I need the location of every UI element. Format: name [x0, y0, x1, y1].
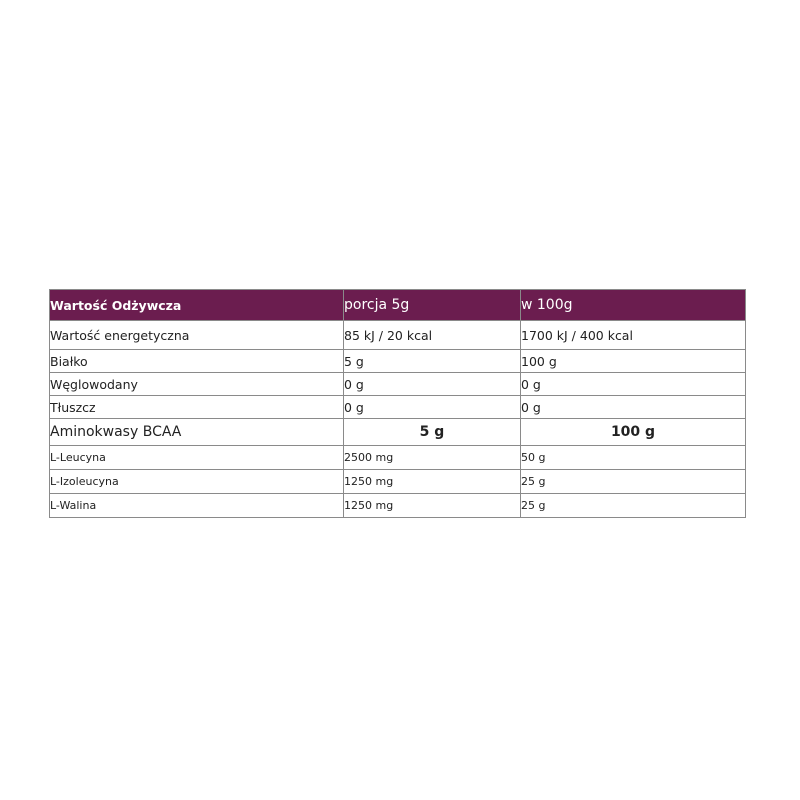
row-portion-value: 5 g — [344, 419, 521, 446]
table-row-isoleucine — [50, 470, 746, 494]
row-portion-value: 85 kJ / 20 kcal — [344, 321, 521, 350]
header-per-100g: w 100g — [521, 290, 746, 321]
row-label: L-Walina — [50, 494, 344, 518]
row-portion-value: 0 g — [344, 373, 521, 396]
row-portion-value: 1250 mg — [344, 494, 521, 518]
row-per100-value: 0 g — [521, 373, 746, 396]
header-portion: porcja 5g — [344, 290, 521, 321]
table-row-bcaa — [50, 419, 746, 446]
nutrition-table — [49, 289, 746, 518]
row-per100-value: 0 g — [521, 396, 746, 419]
row-portion-value: 1250 mg — [344, 470, 521, 494]
row-per100-value: 25 g — [521, 494, 746, 518]
row-label: Aminokwasy BCAA — [50, 419, 344, 446]
table-row-energy — [50, 321, 746, 350]
table-header-row — [50, 290, 746, 321]
row-per100-value: 25 g — [521, 470, 746, 494]
table-row-protein — [50, 350, 746, 373]
row-label: Węglowodany — [50, 373, 344, 396]
row-label: Białko — [50, 350, 344, 373]
row-portion-value: 2500 mg — [344, 446, 521, 470]
row-portion-value: 0 g — [344, 396, 521, 419]
row-per100-value: 100 g — [521, 350, 746, 373]
row-per100-value: 1700 kJ / 400 kcal — [521, 321, 746, 350]
row-per100-value: 100 g — [521, 419, 746, 446]
table-row-carbohydrates — [50, 373, 746, 396]
row-portion-value: 5 g — [344, 350, 521, 373]
row-label: L-Izoleucyna — [50, 470, 344, 494]
row-per100-value: 50 g — [521, 446, 746, 470]
table-row-fat — [50, 396, 746, 419]
table-row-valine — [50, 494, 746, 518]
row-label: Wartość energetyczna — [50, 321, 344, 350]
row-label: L-Leucyna — [50, 446, 344, 470]
row-label: Tłuszcz — [50, 396, 344, 419]
table-row-leucine — [50, 446, 746, 470]
header-nutrition-value: Wartość Odżywcza — [50, 290, 344, 321]
